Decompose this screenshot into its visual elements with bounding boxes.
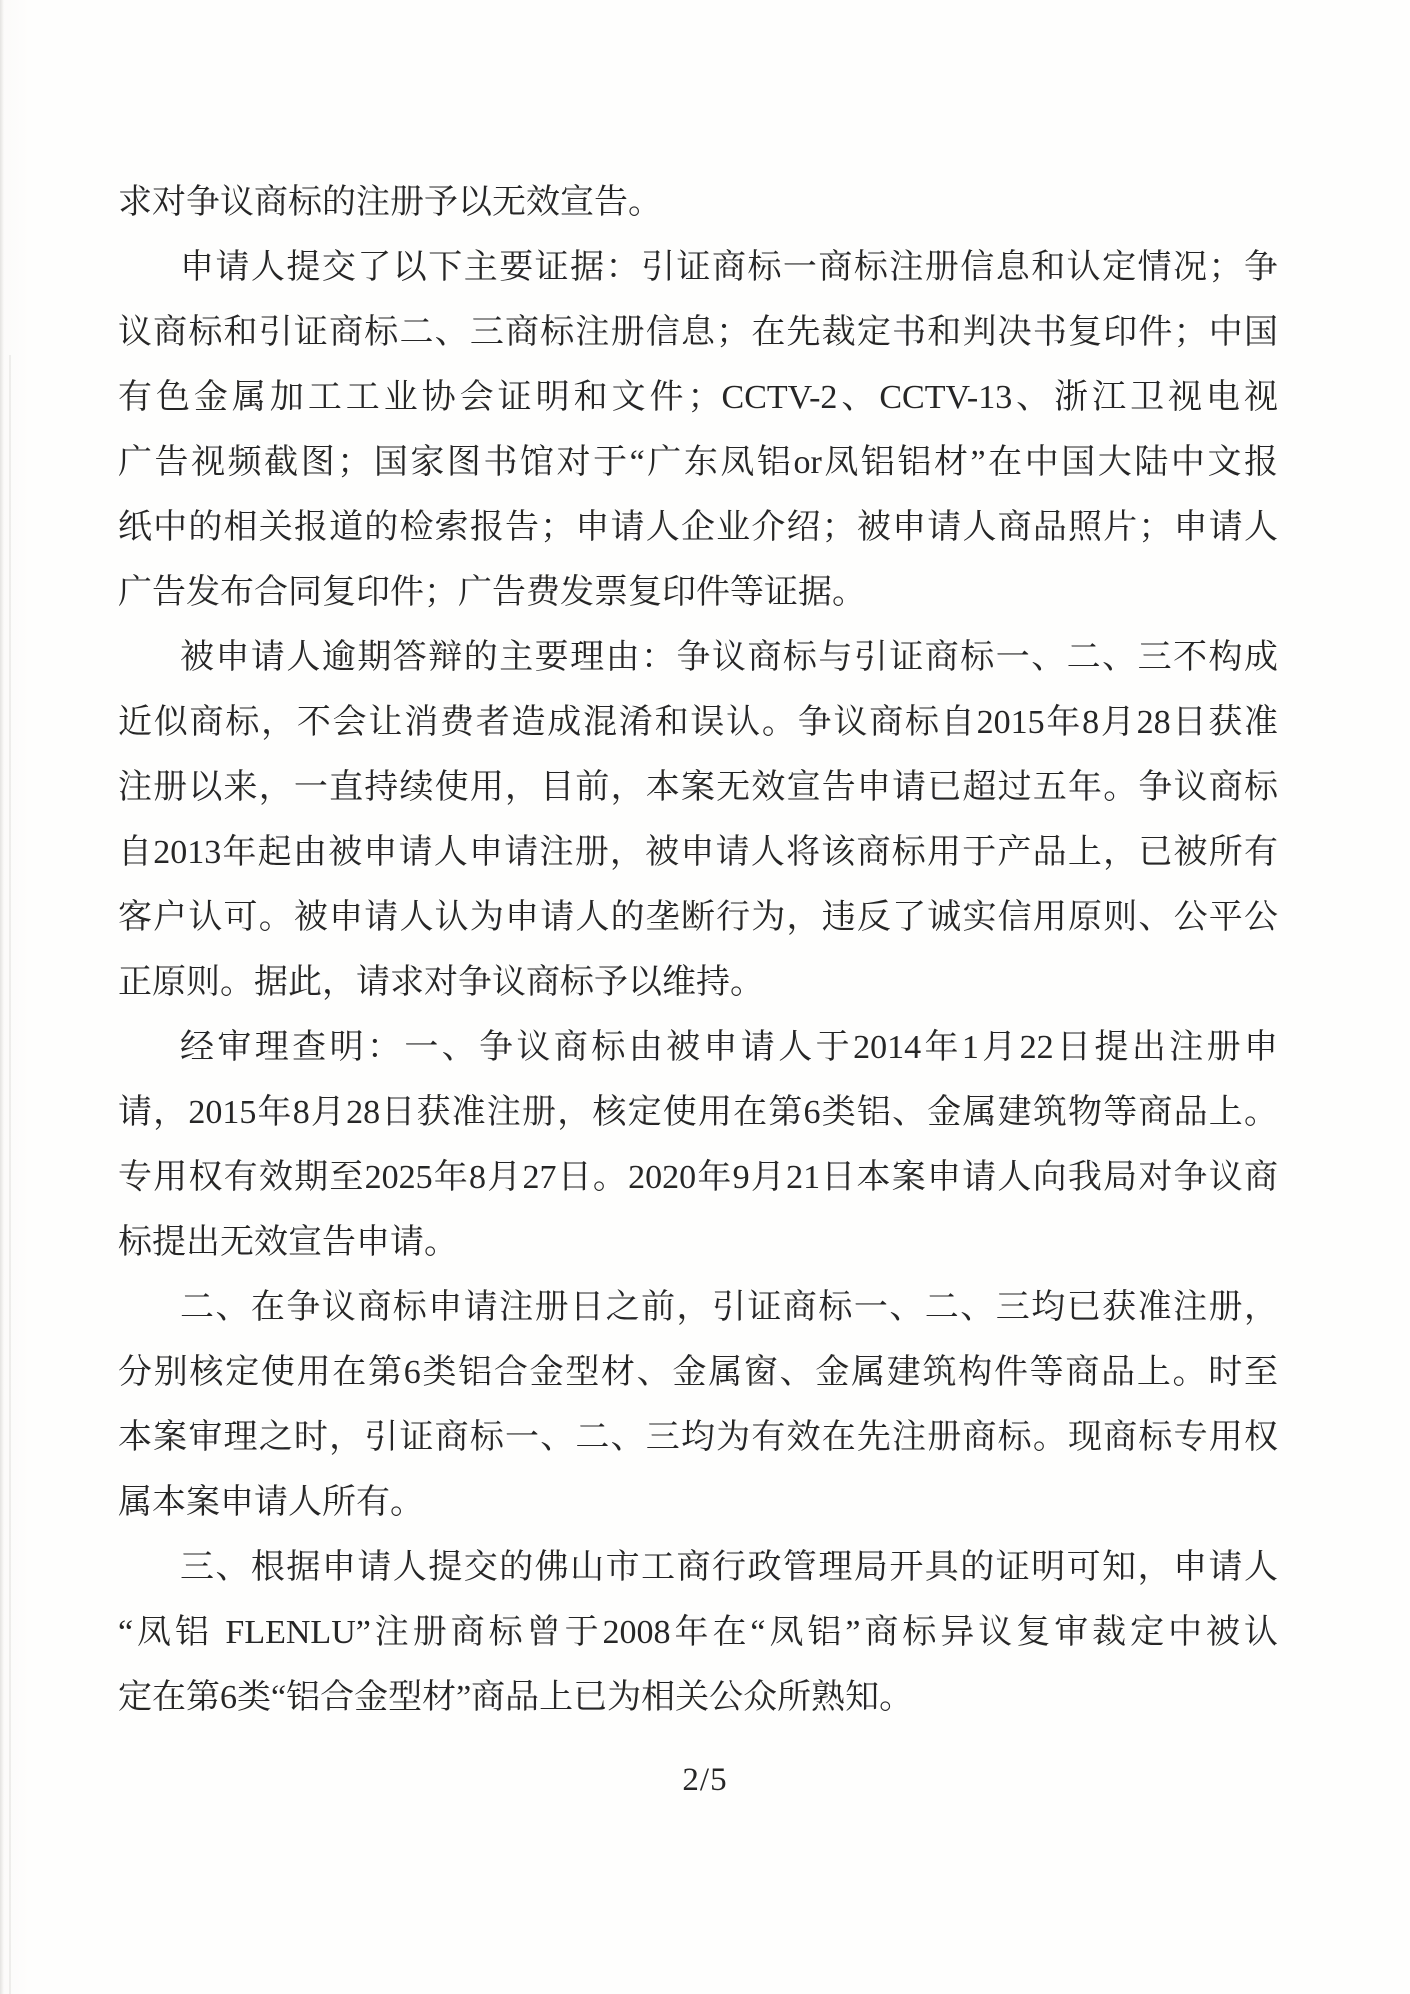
text-line: 正原则。据此，请求对争议商标予以维持。 bbox=[118, 964, 764, 1001]
text-line: 议商标和引证商标二、三商标注册信息；在先裁定书和判决书复印件；中国 bbox=[118, 314, 1278, 351]
text-line: 分别核定使用在第6类铝合金型材、金属窗、金属建筑构件等商品上。时至 bbox=[118, 1354, 1278, 1391]
text-line: 自2013年起由被申请人申请注册，被申请人将该商标用于产品上，已被所有 bbox=[118, 834, 1278, 871]
text-line: 经审理查明：一、争议商标由被申请人于2014年1月22日提出注册申 bbox=[180, 1029, 1278, 1066]
text-line: 注册以来，一直持续使用，目前，本案无效宣告申请已超过五年。争议商标 bbox=[118, 769, 1278, 806]
text-line: 三、根据申请人提交的佛山市工商行政管理局开具的证明可知，申请人 bbox=[180, 1549, 1278, 1586]
text-line: 二、在争议商标申请注册日之前，引证商标一、二、三均已获准注册， bbox=[180, 1289, 1278, 1326]
text-line: 标提出无效宣告申请。 bbox=[118, 1224, 458, 1261]
text-line: 纸中的相关报道的检索报告；申请人企业介绍；被申请人商品照片；申请人 bbox=[118, 509, 1278, 546]
text-line: 专用权有效期至2025年8月27日。2020年9月21日本案申请人向我局对争议商 bbox=[118, 1159, 1278, 1196]
text-line: 求对争议商标的注册予以无效宣告。 bbox=[118, 184, 662, 221]
text-line: 近似商标，不会让消费者造成混淆和误认。争议商标自2015年8月28日获准 bbox=[118, 704, 1278, 741]
text-line: 客户认可。被申请人认为申请人的垄断行为，违反了诚实信用原则、公平公 bbox=[118, 899, 1278, 936]
document-body bbox=[118, 170, 1278, 1730]
text-line: 请，2015年8月28日获准注册，核定使用在第6类铝、金属建筑物等商品上。 bbox=[118, 1094, 1278, 1131]
text-line: 广告视频截图；国家图书馆对于“广东凤铝or凤铝铝材”在中国大陆中文报 bbox=[118, 444, 1278, 481]
scan-edge-artifact bbox=[0, 0, 4, 1994]
text-line: 广告发布合同复印件；广告费发票复印件等证据。 bbox=[118, 574, 866, 611]
scan-line-artifact bbox=[9, 355, 11, 1994]
text-line: 有色金属加工工业协会证明和文件；CCTV-2、CCTV-13、浙江卫视电视 bbox=[118, 379, 1278, 416]
text-line: 本案审理之时，引证商标一、二、三均为有效在先注册商标。现商标专用权 bbox=[118, 1419, 1278, 1456]
text-line: 定在第6类“铝合金型材”商品上已为相关公众所熟知。 bbox=[118, 1679, 914, 1716]
text-line: 属本案申请人所有。 bbox=[118, 1484, 424, 1521]
text-line: 被申请人逾期答辩的主要理由：争议商标与引证商标一、二、三不构成 bbox=[180, 639, 1278, 676]
page-number: 2/5 bbox=[682, 1762, 728, 1798]
text-line: 申请人提交了以下主要证据：引证商标一商标注册信息和认定情况；争 bbox=[180, 249, 1278, 286]
text-line: “凤铝 FLENLU”注册商标曾于2008年在“凤铝”商标异议复审裁定中被认 bbox=[118, 1614, 1278, 1651]
